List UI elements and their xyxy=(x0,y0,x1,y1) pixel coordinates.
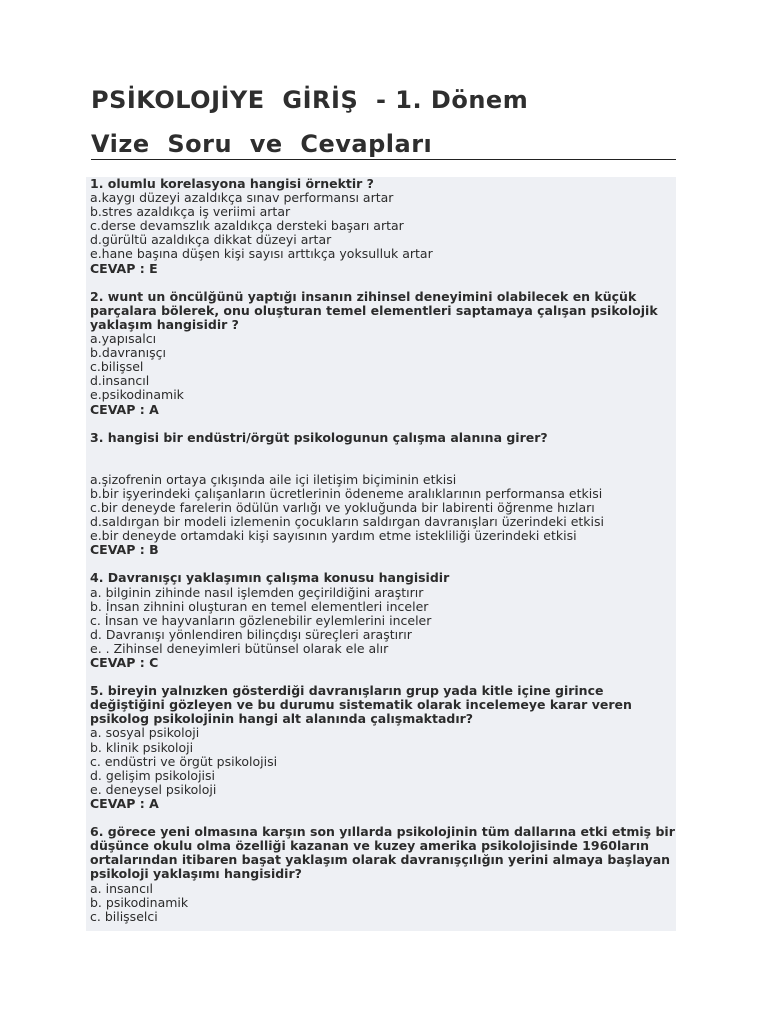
option-e: e.psikodinamik xyxy=(90,387,184,403)
option-b: b. psikodinamik xyxy=(90,894,189,910)
option-b: b.stres azaldıkça iş veriimi artar xyxy=(90,204,291,220)
question-4 xyxy=(90,571,676,670)
option-a: a. sosyal psikoloji xyxy=(90,725,200,741)
option-b: b.bir işyerindeki çalışanların ücretlerinin ödeneme aralıklarının performansa etkisi xyxy=(90,485,603,501)
question-text: 1. olumlu korelasyona hangisi örnektir ? xyxy=(90,177,374,191)
question-text: 4. Davranışçı yaklaşımın çalışma konusu hangisidir xyxy=(90,570,450,586)
option-e: e.bir deneyde ortamdaki kişi sayısının yardım etme istekliliği üzerindeki etkisi xyxy=(90,528,577,544)
answer-label: CEVAP : A xyxy=(90,795,159,811)
question-2 xyxy=(90,290,676,417)
page-subtitle: Vize Soru ve Cevapları xyxy=(91,130,433,158)
question-5 xyxy=(90,684,676,811)
option-b: b.davranışçı xyxy=(90,345,166,361)
page-title: PSİKOLOJİYE GİRİŞ - 1. Dönem xyxy=(91,86,529,114)
option-e: e. deneysel psikoloji xyxy=(90,781,217,797)
question-text: 3. hangisi bir endüstri/örgüt psikologunun çalışma alanına girer? xyxy=(90,429,548,445)
option-c: c. İnsan ve hayvanların gözlenebilir eylemlerini inceler xyxy=(90,612,432,628)
option-a: a.yapısalcı xyxy=(90,331,157,347)
question-text: 2. wunt un öncülğünü yaptığı insanın zihinsel deneyimini olabilecek en küçük parçalara bölerek, onu oluşturan temel elementleri saptamaya çalışan psikolojik yaklaşım hangisidir ? xyxy=(90,288,658,332)
blank-space xyxy=(90,445,676,473)
question-text: 6. görece yeni olmasına karşın son yıllarda psikolojinin tüm dallarına etki etmiş bir düşünce okulu olma özelliği kazanan ve kuzey amerika psikolojisinde 1960ların ortalarından itibaren başat yaklaşım olarak davranışçılığın yerini almaya başlayan psikoloji yaklaşımı hangisidir? xyxy=(90,824,675,882)
option-a: a.şizofrenin ortaya çıkışında aile içi iletişim biçiminin etkisi xyxy=(90,471,457,487)
option-c: c.bilişsel xyxy=(90,359,144,375)
option-b: b. klinik psikoloji xyxy=(90,739,194,755)
question-3 xyxy=(90,431,676,558)
answer-label: CEVAP : E xyxy=(90,260,158,276)
option-c: c. bilişselci xyxy=(90,908,158,924)
option-a: a. bilginin zihinde nasıl işlemden geçirildiğini araştırır xyxy=(90,584,424,600)
option-d: d.gürültü azaldıkça dikkat düzeyi artar xyxy=(90,232,332,248)
option-c: c.bir deneyde farelerin ödülün varlığı ve yokluğunda bir labirenti öğrenme hızları xyxy=(90,499,595,515)
option-a: a. insancıl xyxy=(90,880,153,896)
option-c: c. endüstri ve örgüt psikolojisi xyxy=(90,753,278,769)
option-b: b. İnsan zihnini oluşturan en temel elementleri inceler xyxy=(90,598,429,614)
option-e: e. . Zihinsel deneyimleri bütünsel olarak ele alır xyxy=(90,640,389,656)
answer-label: CEVAP : C xyxy=(90,655,159,670)
question-text: 5. bireyin yalnızken gösterdiği davranışların grup yada kitle içine girince değiştiğini gözleyen ve bu durumu sistematik olarak incelemeye karar veren psikolog psikolojinin hangi alt alanında çalışmaktadır? xyxy=(90,683,632,727)
question-1 xyxy=(90,177,676,276)
question-6 xyxy=(90,825,676,924)
questions-panel xyxy=(86,177,676,931)
option-e: e.hane başına düşen kişi sayısı arttıkça yoksulluk artar xyxy=(90,246,433,262)
option-a: a.kaygı düzeyi azaldıkça sınav performansı artar xyxy=(90,190,394,206)
option-d: d. gelişim psikolojisi xyxy=(90,767,215,783)
option-d: d.saldırgan bir modeli izlemenin çocukların saldırgan davranışları üzerindeki etkisi xyxy=(90,514,604,530)
option-c: c.derse devamszlık azaldıkça dersteki başarı artar xyxy=(90,218,404,234)
answer-label: CEVAP : B xyxy=(90,542,159,558)
title-divider xyxy=(91,159,676,160)
option-d: d.insancıl xyxy=(90,373,150,389)
answer-label: CEVAP : A xyxy=(90,401,159,417)
option-d: d. Davranışı yönlendiren bilinçdışı süreçleri araştırır xyxy=(90,626,412,642)
